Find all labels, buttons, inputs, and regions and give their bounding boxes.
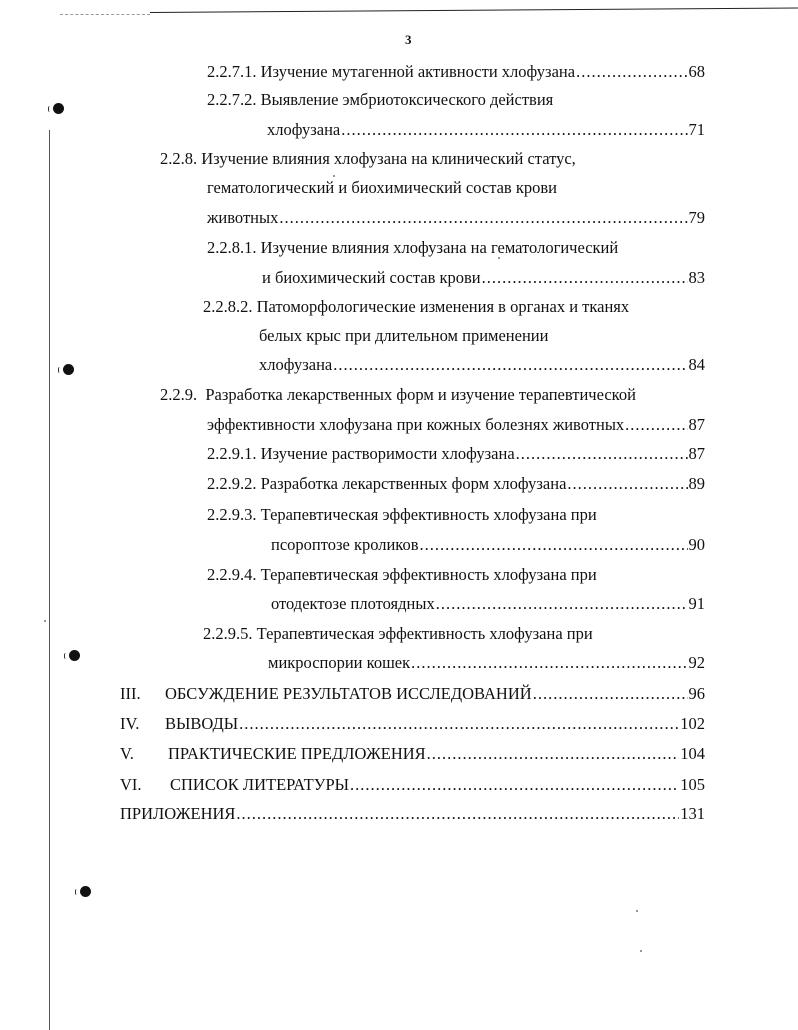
punch-hole-icon xyxy=(80,886,91,897)
section-number: 2.2.8.2. xyxy=(203,297,253,316)
leader-dots xyxy=(427,744,680,764)
page-ref: 105 xyxy=(680,775,705,794)
toc-entry xyxy=(120,804,705,824)
section-number: 2.2.7.1. xyxy=(207,62,257,81)
scan-speck xyxy=(44,620,46,622)
page-ref: 102 xyxy=(680,714,705,733)
toc-entry xyxy=(262,268,705,288)
toc-entry-line xyxy=(160,149,576,169)
toc-entry xyxy=(267,120,705,140)
leader-dots xyxy=(625,415,687,435)
section-title: Изучение влияния хлофузана на клинический статус, xyxy=(201,149,576,168)
section-title: Выявление эмбриотоксического действия xyxy=(260,90,554,109)
section-number: 2.2.9.4. xyxy=(207,565,257,584)
toc-entry xyxy=(207,208,705,228)
page-ref: 90 xyxy=(688,535,705,554)
page-ref: 92 xyxy=(688,653,705,672)
section-title: Терапевтическая эффективность хлофузана при xyxy=(256,624,593,643)
section-number: 2.2.7.2. xyxy=(207,90,257,109)
toc-entry xyxy=(120,744,705,764)
scan-speck xyxy=(333,175,335,177)
leader-dots xyxy=(436,594,688,614)
section-title: ВЫВОДЫ xyxy=(165,714,239,733)
section-title-cont: хлофузана xyxy=(259,355,333,374)
section-number: VI. xyxy=(120,775,142,794)
leader-dots xyxy=(533,684,688,704)
page-ref: 87 xyxy=(688,444,705,463)
page-ref: 79 xyxy=(688,208,705,227)
section-title: Изучение влияния хлофузана на гематологический xyxy=(260,238,619,257)
section-title-cont: отодектозе плотоядных xyxy=(271,594,435,613)
toc-entry-line xyxy=(203,297,629,317)
toc-entry-line xyxy=(207,505,597,525)
section-title: Патоморфологические изменения в органах и тканях xyxy=(256,297,630,316)
punch-hole-icon xyxy=(69,650,80,661)
section-title-cont: эффективности хлофузана при кожных болезнях животных xyxy=(207,415,625,434)
toc-entry xyxy=(268,653,705,673)
leader-dots xyxy=(333,355,687,375)
section-title-cont: гематологический и биохимический состав крови xyxy=(207,178,557,197)
section-title: СПИСОК ЛИТЕРАТУРЫ xyxy=(170,775,350,794)
section-number: III. xyxy=(120,684,141,703)
page-ref: 131 xyxy=(680,804,705,823)
leader-dots xyxy=(482,268,688,288)
toc-entry xyxy=(207,474,705,494)
toc-entry xyxy=(207,415,705,435)
section-number: V. xyxy=(120,744,134,763)
scan-speck xyxy=(640,950,642,952)
leader-dots xyxy=(516,444,688,464)
toc-entry-line xyxy=(207,238,618,258)
section-title-cont: хлофузана xyxy=(267,120,341,139)
section-title: Терапевтическая эффективность хлофузана при xyxy=(260,505,597,524)
section-number: 2.2.9.3. xyxy=(207,505,257,524)
page-ref: 89 xyxy=(688,474,705,493)
section-title: Изучение растворимости хлофузана xyxy=(260,444,515,463)
leader-dots xyxy=(279,208,687,228)
leader-dots xyxy=(576,62,687,82)
punch-hole-icon xyxy=(53,103,64,114)
toc-entry xyxy=(120,775,705,795)
scan-speck xyxy=(636,910,638,912)
leader-dots xyxy=(350,775,679,795)
section-title-cont: белых крыс при длительном применении xyxy=(259,326,549,345)
page-ref: 91 xyxy=(688,594,705,613)
toc-entry-line xyxy=(207,565,597,585)
section-title-cont: и биохимический состав крови xyxy=(262,268,481,287)
section-number: 2.2.9.1. xyxy=(207,444,257,463)
leader-dots xyxy=(567,474,687,494)
section-number: IV. xyxy=(120,714,140,733)
page-ref: 84 xyxy=(688,355,705,374)
section-title-cont: микроспории кошек xyxy=(268,653,411,672)
punch-hole-icon xyxy=(63,364,74,375)
leader-dots xyxy=(411,653,687,673)
toc-entry-line xyxy=(207,90,553,110)
section-title: Разработка лекарственных форм хлофузана xyxy=(260,474,567,493)
page-ref: 104 xyxy=(680,744,705,763)
scan-edge-dash xyxy=(60,14,150,15)
toc-entry xyxy=(271,535,705,555)
page-ref: 83 xyxy=(688,268,705,287)
section-number: 2.2.8. xyxy=(160,149,198,168)
section-title-cont: животных xyxy=(207,208,279,227)
toc-entry-line xyxy=(160,385,636,405)
toc-entry xyxy=(271,594,705,614)
leader-dots xyxy=(341,120,687,140)
page-ref: 71 xyxy=(688,120,705,139)
section-number: 2.2.8.1. xyxy=(207,238,257,257)
margin-line xyxy=(49,130,50,1030)
section-number: 2.2.9. xyxy=(160,385,198,404)
section-title: Терапевтическая эффективность хлофузана при xyxy=(260,565,597,584)
section-title: ОБСУЖДЕНИЕ РЕЗУЛЬТАТОВ ИССЛЕДОВАНИЙ xyxy=(165,684,532,703)
section-title: Разработка лекарственных форм и изучение терапевтической xyxy=(205,385,636,404)
section-number: 2.2.9.5. xyxy=(203,624,253,643)
leader-dots xyxy=(239,714,679,734)
page-number: 3 xyxy=(405,32,412,47)
section-title: ПРАКТИЧЕСКИЕ ПРЕДЛОЖЕНИЯ xyxy=(168,744,426,763)
leader-dots xyxy=(420,535,688,555)
page-ref: 87 xyxy=(688,415,705,434)
section-number: 2.2.9.2. xyxy=(207,474,257,493)
toc-entry xyxy=(120,684,705,704)
scan-edge-line xyxy=(150,7,798,13)
page-ref: 96 xyxy=(688,684,705,703)
toc-entry xyxy=(207,444,705,464)
toc-entry-line xyxy=(203,624,593,644)
toc-entry xyxy=(259,355,705,375)
toc-entry xyxy=(120,714,705,734)
section-title-cont: псороптозе кроликов xyxy=(271,535,419,554)
section-title: Изучение мутагенной активности хлофузана xyxy=(260,62,576,81)
toc-entry xyxy=(207,62,705,82)
page-ref: 68 xyxy=(688,62,705,81)
section-title: ПРИЛОЖЕНИЯ xyxy=(120,804,236,823)
leader-dots xyxy=(236,804,679,824)
